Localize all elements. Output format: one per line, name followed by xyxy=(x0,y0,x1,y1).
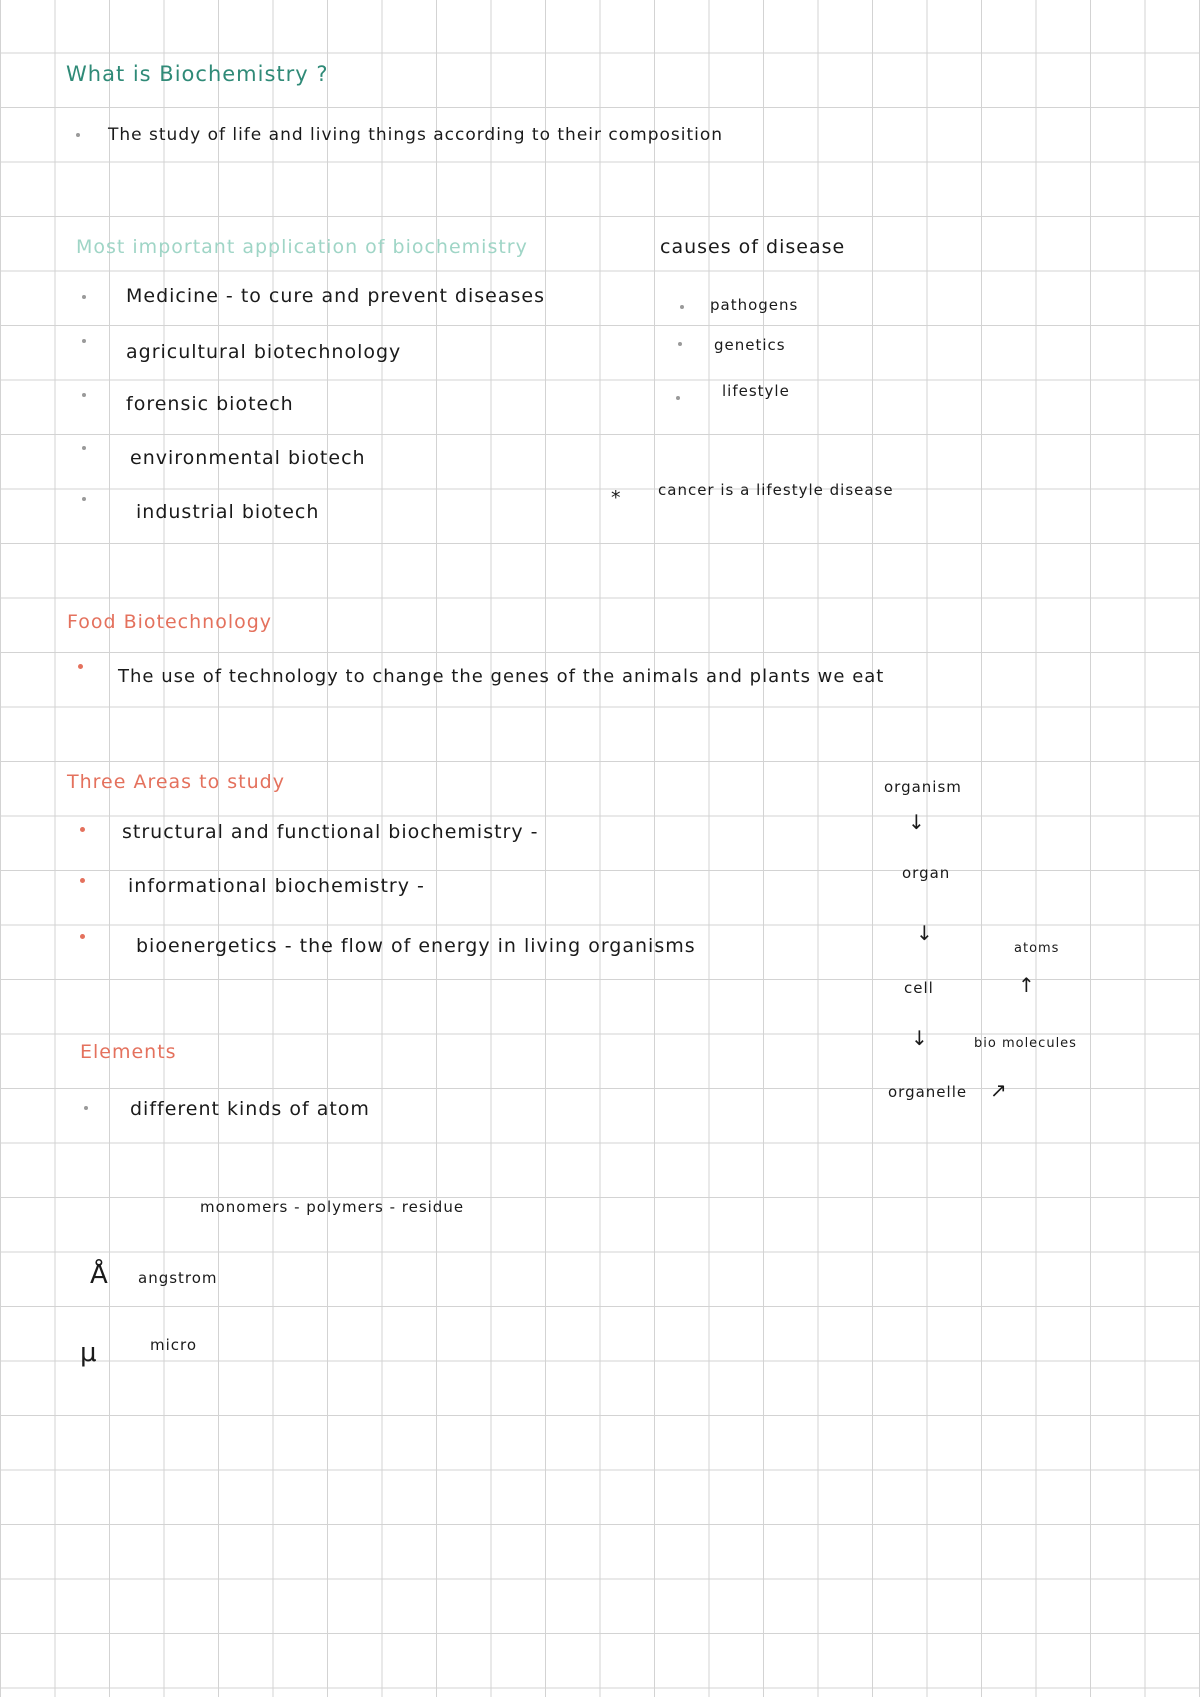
bullet xyxy=(680,305,684,309)
applications-heading: Most important application of biochemistry xyxy=(76,236,528,258)
area-item: informational biochemistry - xyxy=(128,875,425,897)
disease-cause-item: lifestyle xyxy=(722,382,790,400)
elements-heading: Elements xyxy=(80,1041,177,1063)
disease-cause-item: pathogens xyxy=(710,296,799,314)
micro-symbol: μ xyxy=(80,1338,98,1368)
bullet xyxy=(82,446,86,450)
bullet xyxy=(76,133,80,137)
down-arrow-icon: ↓ xyxy=(908,810,926,834)
micro-label: micro xyxy=(150,1336,198,1354)
hierarchy-organ: organ xyxy=(902,864,951,882)
bullet xyxy=(676,396,680,400)
disease-causes-heading: causes of disease xyxy=(660,236,846,258)
bullet xyxy=(84,1106,88,1110)
bullet xyxy=(80,827,85,832)
application-item: Medicine - to cure and prevent diseases xyxy=(126,285,545,307)
bullet xyxy=(82,497,86,501)
polymer-chain-note: monomers - polymers - residue xyxy=(200,1198,465,1216)
diagonal-arrow-icon: ↗ xyxy=(990,1078,1008,1102)
hierarchy-organelle: organelle xyxy=(888,1083,968,1101)
bullet xyxy=(82,393,86,397)
area-item: structural and functional biochemistry - xyxy=(122,821,539,843)
application-item: forensic biotech xyxy=(126,393,294,415)
asterisk-marker: * xyxy=(611,487,622,509)
application-item: industrial biotech xyxy=(136,501,320,523)
bullet xyxy=(80,878,85,883)
down-arrow-icon: ↓ xyxy=(916,921,934,945)
areas-heading: Three Areas to study xyxy=(67,771,285,793)
biochem-title: What is Biochemistry ? xyxy=(66,62,329,86)
hierarchy-organism: organism xyxy=(884,778,962,796)
bullet xyxy=(82,295,86,299)
food-biotech-definition: The use of technology to change the genes of the animals and plants we eat xyxy=(118,666,885,687)
bullet xyxy=(82,339,86,343)
application-item: agricultural biotechnology xyxy=(126,341,402,363)
biochem-definition: The study of life and living things according to their composition xyxy=(108,125,724,145)
down-arrow-icon: ↓ xyxy=(911,1026,929,1050)
disease-cause-item: genetics xyxy=(714,336,786,354)
hierarchy-cell: cell xyxy=(904,979,934,997)
bullet xyxy=(678,342,682,346)
up-arrow-icon: ↑ xyxy=(1018,973,1036,997)
angstrom-label: angstrom xyxy=(138,1269,218,1287)
application-item: environmental biotech xyxy=(130,447,366,469)
elements-definition: different kinds of atom xyxy=(130,1098,370,1120)
angstrom-symbol: Å xyxy=(90,1260,109,1290)
hierarchy-atoms: atoms xyxy=(1014,941,1060,956)
bullet xyxy=(78,664,83,669)
hierarchy-biomolecules: bio molecules xyxy=(974,1036,1077,1051)
bullet xyxy=(80,934,85,939)
star-note: cancer is a lifestyle disease xyxy=(658,481,894,499)
area-item: bioenergetics - the flow of energy in living organisms xyxy=(136,935,696,957)
food-biotech-heading: Food Biotechnology xyxy=(67,611,273,633)
